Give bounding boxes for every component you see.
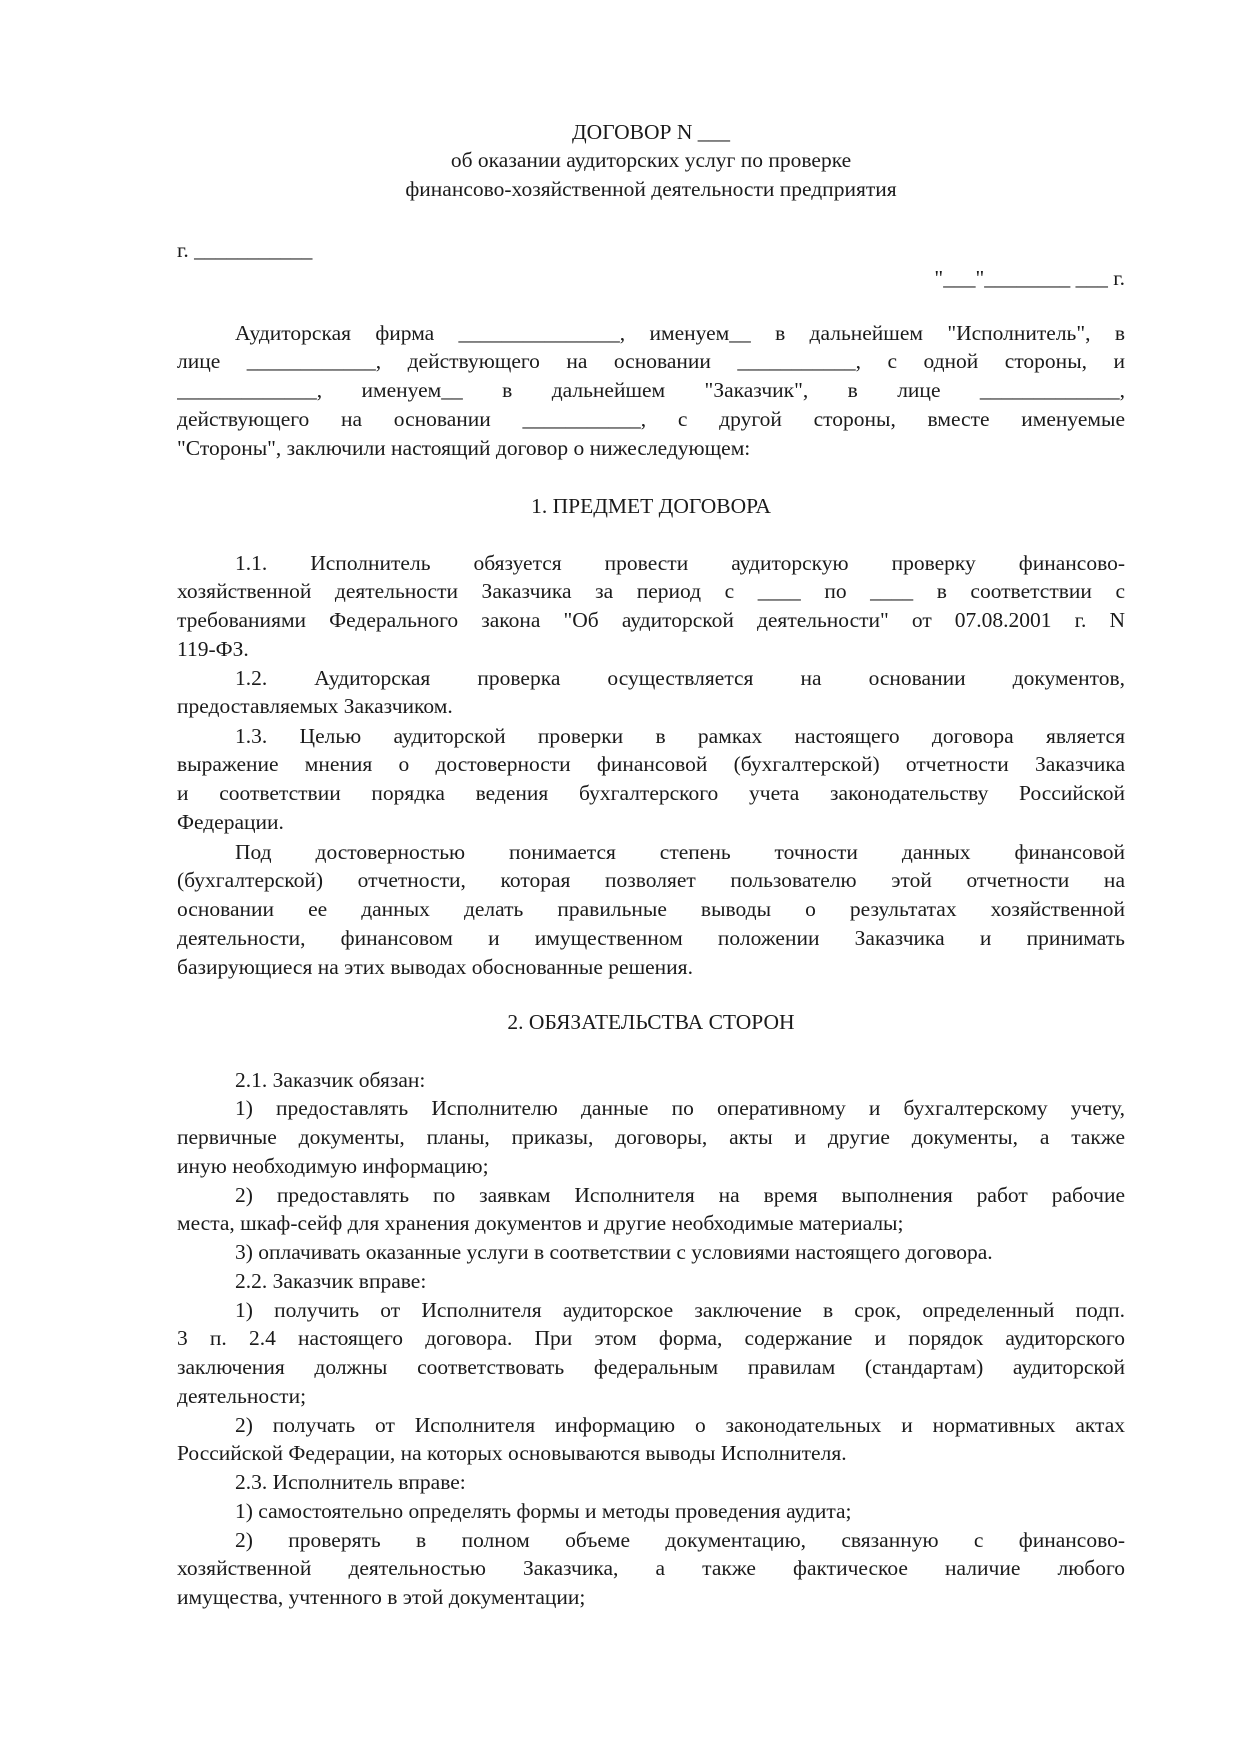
paragraph-line: деятельности, финансовом и имущественном положении Заказчика и принимать <box>177 925 1125 950</box>
paragraph-line: 1.2. Аудиторская проверка осуществляется на основании документов, <box>235 665 1125 690</box>
paragraph-line: 1) самостоятельно определять формы и методы проведения аудита; <box>235 1498 852 1523</box>
paragraph-line: 2) предоставлять по заявкам Исполнителя на время выполнения работ рабочие <box>235 1182 1125 1207</box>
city-field: г. ___________ <box>177 237 313 262</box>
paragraph <box>177 1181 1125 1239</box>
paragraph-line: Аудиторская фирма _______________, именуем__ в дальнейшем "Исполнитель", в <box>235 320 1125 345</box>
paragraph <box>177 1497 1125 1526</box>
section-2-body <box>177 1066 1125 1612</box>
paragraph-line: выражение мнения о достоверности финансовой (бухгалтерской) отчетности Заказчика <box>177 752 1125 777</box>
section-2-heading <box>177 1008 1125 1037</box>
paragraph <box>177 1238 1125 1267</box>
section-1-paragraph <box>177 722 1125 837</box>
paragraph-line: _____________, именуем__ в дальнейшем "Заказчик", в лице _____________, <box>177 378 1125 403</box>
paragraph <box>177 1267 1125 1296</box>
paragraph-line: 119-ФЗ. <box>177 636 249 661</box>
title-line: об оказании аудиторских услуг по проверке <box>450 148 852 173</box>
paragraph-line: места, шкаф-сейф для хранения документов и другие необходимые материалы; <box>177 1211 904 1236</box>
paragraph-line: имущества, учтенного в этой документации; <box>177 1585 586 1610</box>
paragraph-line: Под достоверностью понимается степень точности данных финансовой <box>235 839 1125 864</box>
paragraph <box>177 1094 1125 1180</box>
paragraph-line: 1.3. Целью аудиторской проверки в рамках настоящего договора является <box>235 723 1125 748</box>
paragraph-line: Российской Федерации, на которых основываются выводы Исполнителя. <box>177 1441 847 1466</box>
paragraph-line: хозяйственной деятельности Заказчика за период с ____ по ____ в соответствии с <box>177 579 1125 604</box>
paragraph-line: 1.1. Исполнитель обязуется провести аудиторскую проверку финансово- <box>235 550 1125 575</box>
paragraph-line: 2.1. Заказчик обязан: <box>235 1067 426 1092</box>
paragraph-line: 1) получить от Исполнителя аудиторское заключение в срок, определенный подп. <box>235 1297 1125 1322</box>
section-heading: 1. ПРЕДМЕТ ДОГОВОРА <box>531 493 771 518</box>
paragraph <box>177 319 1125 463</box>
paragraph <box>177 549 1125 664</box>
paragraph <box>177 1296 1125 1411</box>
paragraph-line: первичные документы, планы, приказы, договоры, акты и другие документы, а также <box>177 1125 1125 1150</box>
date-field: "___"________ ___ г. <box>934 265 1125 290</box>
date-line <box>177 264 1125 293</box>
paragraph-line: хозяйственной деятельностью Заказчика, а также фактическое наличие любого <box>177 1556 1125 1581</box>
paragraph-line: основании ее данных делать правильные выводы о результатах хозяйственной <box>177 897 1125 922</box>
paragraph <box>177 664 1125 722</box>
paragraph-line: 2.2. Заказчик вправе: <box>235 1268 427 1293</box>
section-1-paragraph <box>177 664 1125 722</box>
paragraph-line: (бухгалтерской) отчетности, которая позволяет пользователю этой отчетности на <box>177 868 1125 893</box>
city-line <box>177 236 1125 265</box>
section-1-heading <box>177 492 1125 521</box>
paragraph-line: 2) получать от Исполнителя информацию о законодательных и нормативных актах <box>235 1412 1125 1437</box>
paragraph <box>177 1526 1125 1612</box>
section-heading: 2. ОБЯЗАТЕЛЬСТВА СТОРОН <box>507 1009 795 1034</box>
paragraph-line: 3) оплачивать оказанные услуги в соответствии с условиями настоящего договора. <box>235 1240 993 1265</box>
paragraph <box>177 1468 1125 1497</box>
paragraph <box>177 1066 1125 1095</box>
paragraph-line: действующего на основании ___________, с другой стороны, вместе именуемые <box>177 406 1125 431</box>
paragraph <box>177 1411 1125 1469</box>
paragraph-line: деятельности; <box>177 1383 307 1408</box>
paragraph <box>177 838 1125 982</box>
paragraph-line: требованиями Федерального закона "Об аудиторской деятельности" от 07.08.2001 г. N <box>177 608 1125 633</box>
paragraph-line: 3 п. 2.4 настоящего договора. При этом форма, содержание и порядок аудиторского <box>177 1326 1125 1351</box>
document-title <box>177 118 1125 204</box>
paragraph-line: и соответствии порядка ведения бухгалтерского учета законодательству Российской <box>177 781 1125 806</box>
paragraph-line: базирующиеся на этих выводах обоснованные решения. <box>177 954 693 979</box>
paragraph-line: "Стороны", заключили настоящий договор о нижеследующем: <box>177 435 751 460</box>
paragraph-line: лице ____________, действующего на основании ___________, с одной стороны, и <box>177 349 1125 374</box>
paragraph-line: иную необходимую информацию; <box>177 1153 489 1178</box>
paragraph-line: заключения должны соответствовать федеральным правилам (стандартам) аудиторской <box>177 1355 1125 1380</box>
section-1-paragraph <box>177 549 1125 664</box>
paragraph-line: предоставляемых Заказчиком. <box>177 694 453 719</box>
paragraph-line: Федерации. <box>177 809 284 834</box>
paragraph <box>177 722 1125 837</box>
paragraph-line: 2.3. Исполнитель вправе: <box>235 1470 466 1495</box>
paragraph-line: 2) проверять в полном объеме документацию, связанную с финансово- <box>235 1527 1125 1552</box>
paragraph-line: 1) предоставлять Исполнителю данные по оперативному и бухгалтерскому учету, <box>235 1096 1125 1121</box>
section-1-paragraph <box>177 838 1125 982</box>
title-line: финансово-хозяйственной деятельности предприятия <box>405 177 897 202</box>
title-line: ДОГОВОР N ___ <box>572 119 730 144</box>
intro-paragraph <box>177 319 1125 463</box>
